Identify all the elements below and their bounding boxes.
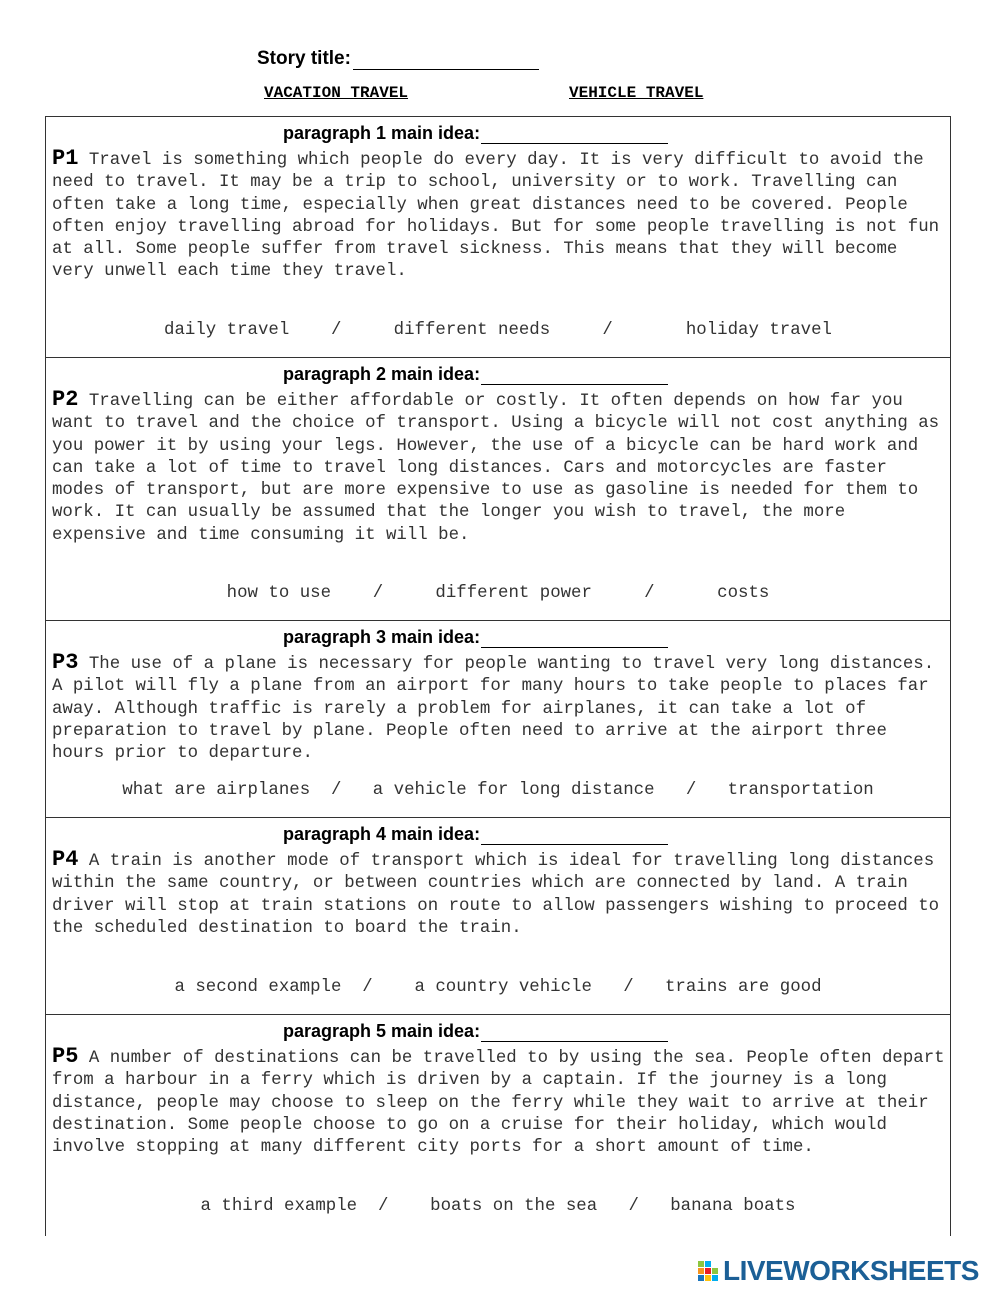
option-vacation-travel[interactable]: VACATION TRAVEL	[264, 84, 409, 102]
choice-row: what are airplanes / a vehicle for long distance / transportation	[122, 781, 874, 800]
choice-row: how to use / different power / costs	[226, 584, 770, 603]
main-idea-label: paragraph 1 main idea:	[283, 123, 481, 143]
paragraph-box-1	[45, 116, 951, 358]
choice-option[interactable]: different power	[435, 584, 592, 603]
choice-row: daily travel / different needs / holiday travel	[164, 321, 832, 340]
paragraph-body: The use of a plane is necessary for people wanting to travel very long distances. A pilot will fly a plane from an airport for many hours to take people to places far away. Although traffic is rarely a problem for airplanes, it can take a lot of preparation to travel by plane. People often need to arrive at the airport three hours prior to departure.	[52, 655, 935, 764]
choice-option[interactable]: daily travel	[164, 321, 290, 340]
paragraph-body: A number of destinations can be travelled to by using the sea. People often depart from a harbour in a ferry which is driven by a captain. If the journey is a long distance, people may choose to sleep on the ferry while they wait to arrive at their destination. Some people choose to go on a cruise for their holiday, which would involve stopping at many different city ports for a short amount of time.	[52, 1049, 945, 1158]
main-idea-row	[283, 1021, 668, 1042]
liveworksheets-logo-icon	[698, 1259, 720, 1283]
paragraph-box-2	[45, 357, 951, 621]
choice-option[interactable]: a second example	[174, 978, 342, 997]
main-idea-label: paragraph 2 main idea:	[283, 364, 481, 384]
choice-option[interactable]: a third example	[200, 1197, 358, 1216]
paragraph-label: P2	[52, 387, 79, 412]
story-title-blank[interactable]	[353, 51, 539, 70]
choice-row: a third example / boats on the sea / banana boats	[200, 1197, 796, 1216]
main-idea-blank[interactable]	[481, 630, 668, 648]
main-idea-row	[283, 123, 668, 144]
choice-option[interactable]: transportation	[727, 781, 874, 800]
main-idea-row	[283, 627, 668, 648]
main-idea-blank[interactable]	[481, 827, 668, 845]
main-idea-row	[283, 824, 668, 845]
paragraph-body: A train is another mode of transport which is ideal for travelling long distances within the same country, or between countries which are connected by land. A train driver will stop at train stations on route to allow passengers wishing to proceed to the scheduled destination to board the train.	[52, 852, 940, 938]
paragraph-label: P4	[52, 847, 79, 872]
choice-option[interactable]: boats on the sea	[430, 1197, 598, 1216]
main-idea-row	[283, 364, 668, 385]
main-idea-blank[interactable]	[481, 1024, 668, 1042]
paragraph-body: Travelling can be either affordable or costly. It often depends on how far you want to travel and the choice of transport. Using a bicycle will not cost anything as you power it by using your legs. However, the use of a bicycle can be hard work and can take a lot of time to travel long distances. Cars and motorcycles are faster modes of transport, but are more expensive to use as gasoline is needed for them to work. It can usually be assumed that the longer you wish to travel, the more expensive and time consuming it will be.	[52, 392, 940, 545]
paragraph-box-4	[45, 817, 951, 1015]
logo-text: LIVEWORKSHEETS	[723, 1255, 979, 1286]
choice-option[interactable]: a country vehicle	[414, 978, 592, 997]
choice-option[interactable]: costs	[717, 584, 770, 603]
paragraph-label: P1	[52, 146, 79, 171]
choice-option[interactable]: how to use	[226, 584, 332, 603]
paragraph-text	[52, 389, 948, 547]
choice-option[interactable]: different needs	[393, 321, 551, 340]
main-idea-blank[interactable]	[481, 126, 668, 144]
paragraph-label: P5	[52, 1044, 79, 1069]
option-vehicle-travel[interactable]: VEHICLE TRAVEL	[569, 84, 704, 102]
choice-option[interactable]: trains are good	[664, 978, 822, 997]
paragraph-label: P3	[52, 650, 79, 675]
choice-option[interactable]: holiday travel	[685, 321, 832, 340]
paragraph-text	[52, 148, 948, 284]
story-title	[257, 48, 539, 70]
paragraph-text	[52, 849, 948, 940]
main-idea-label: paragraph 3 main idea:	[283, 627, 481, 647]
main-idea-label: paragraph 4 main idea:	[283, 824, 481, 844]
story-title-label: Story title:	[257, 48, 351, 69]
paragraph-text	[52, 652, 948, 765]
choice-option[interactable]: what are airplanes	[122, 781, 311, 800]
liveworksheets-logo	[698, 1257, 979, 1285]
paragraph-body: Travel is something which people do every day. It is very difficult to avoid the need to travel. It may be a trip to school, university or to work. Travelling can often take a long time, especially when great distances need to be covered. People often enjoy travelling abroad for holidays. But for some people travelling is not fun at all. Some people suffer from travel sickness. This means that they will become very unwell each time they travel.	[52, 151, 940, 282]
main-idea-blank[interactable]	[481, 367, 668, 385]
choice-row: a second example / a country vehicle / trains are good	[174, 978, 822, 997]
choice-option[interactable]: banana boats	[670, 1197, 796, 1216]
main-idea-label: paragraph 5 main idea:	[283, 1021, 481, 1041]
paragraph-box-3	[45, 620, 951, 818]
choice-option[interactable]: a vehicle for long distance	[372, 781, 655, 800]
paragraph-box-5	[45, 1014, 951, 1236]
paragraph-text	[52, 1046, 948, 1159]
